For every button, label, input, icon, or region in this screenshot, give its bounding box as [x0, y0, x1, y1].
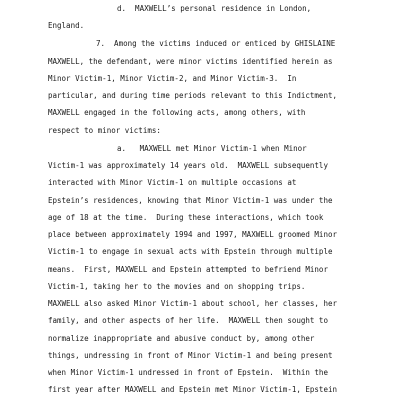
paragraph-a-line-3: interacted with Minor Victim-1 on multiple occasions at: [48, 178, 297, 188]
paragraph-d-line-2: England.: [48, 21, 85, 31]
paragraph-a-line-14: when Minor Victim-1 undressed in front of Epstein. Within the: [48, 368, 328, 378]
paragraph-7-line-4: particular, and during time periods relevant to this Indictment,: [48, 91, 337, 101]
paragraph-a-line-12: normalize inappropriate and abusive conduct by, among other: [48, 333, 315, 343]
paragraph-a-line-7: Victim-1 to engage in sexual acts with Epstein through multiple: [48, 247, 333, 257]
paragraph-7-line-5: MAXWELL engaged in the following acts, among others, with: [48, 108, 306, 118]
paragraph-a-line-10: MAXWELL also asked Minor Victim-1 about school, her classes, her: [48, 299, 337, 309]
paragraph-a-line-11: family, and other aspects of her life. MAXWELL then sought to: [48, 316, 328, 326]
paragraph-a-line-15: first year after MAXWELL and Epstein met Minor Victim-1, Epstein: [48, 385, 337, 395]
paragraph-a-line-9: Victim-1, taking her to the movies and on shopping trips.: [48, 281, 306, 291]
paragraph-7-line-2: MAXWELL, the defendant, were minor victims identified herein as: [48, 56, 333, 66]
paragraph-a-line-13: things, undressing in front of Minor Victim-1 and being present: [48, 350, 333, 360]
paragraph-a-line-4: Epstein’s residences, knowing that Minor Victim-1 was under the: [48, 195, 333, 205]
paragraph-7-line-1: 7. Among the victims induced or enticed by GHISLAINE: [96, 39, 336, 49]
paragraph-7-line-3: Minor Victim-1, Minor Victim-2, and Minor Victim-3. In: [48, 73, 297, 83]
paragraph-a-line-8: means. First, MAXWELL and Epstein attempted to befriend Minor: [48, 264, 328, 274]
paragraph-a-line-1: a. MAXWELL met Minor Victim-1 when Minor: [117, 143, 307, 153]
paragraph-a-line-6: place between approximately 1994 and 1997, MAXWELL groomed Minor: [48, 230, 337, 240]
paragraph-a-line-5: age of 18 at the time. During these interactions, which took: [48, 212, 324, 222]
paragraph-a-line-2: Victim-1 was approximately 14 years old. MAXWELL subsequently: [48, 161, 328, 171]
paragraph-d-line-1: d. MAXWELL’s personal residence in London,: [117, 4, 312, 13]
paragraph-7-line-6: respect to minor victims:: [48, 125, 161, 135]
